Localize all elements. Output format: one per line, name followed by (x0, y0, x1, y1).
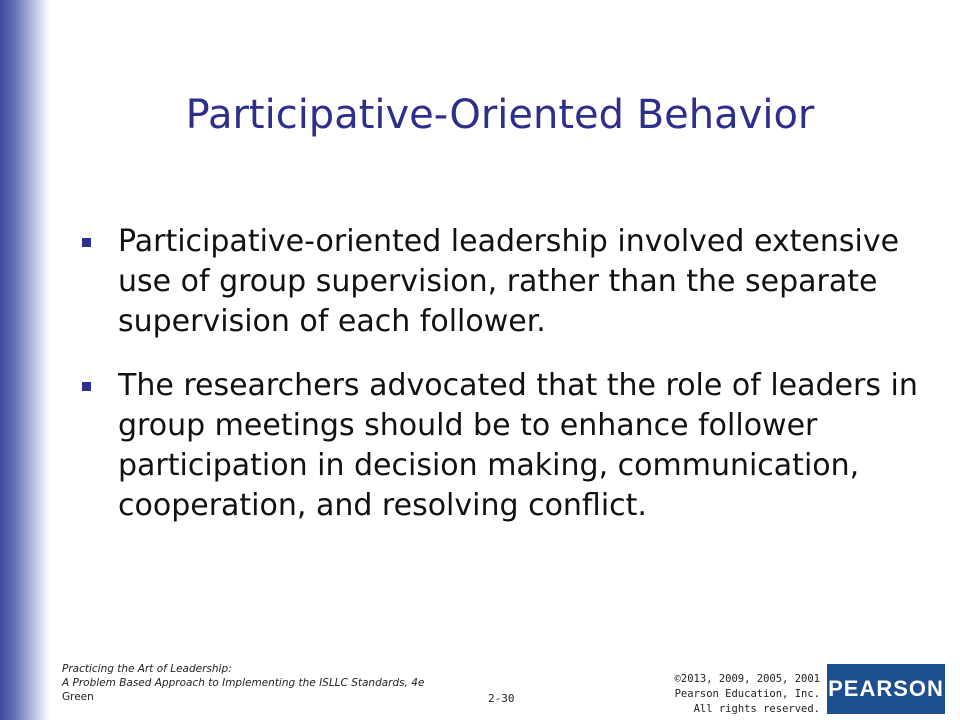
slide-page-number: 2-30 (488, 692, 515, 705)
bullet-text: The researchers advocated that the role of leaders in group meetings should be to enhance follower participation in decision making, communication, cooperation, and resolving conflict. (118, 368, 918, 523)
book-citation (62, 662, 502, 704)
copyright-line2: Pearson Education, Inc. (674, 688, 820, 700)
copyright-notice (675, 672, 820, 717)
book-title-line1: Practicing the Art of Leadership: (62, 663, 232, 675)
bullet-item (82, 366, 922, 526)
bullet-item (82, 222, 922, 342)
slide-title: Participative-Oriented Behavior (185, 92, 815, 138)
copyright-line1: ©2013, 2009, 2005, 2001 (674, 673, 820, 685)
copyright-line3: All rights reserved. (693, 703, 820, 715)
pearson-logo: PEARSON (827, 664, 945, 714)
book-title-line2: A Problem Based Approach to Implementing the ISLLC Standards, 4e (62, 677, 425, 689)
square-bullet-icon (82, 238, 91, 247)
bullet-list (82, 222, 922, 550)
bullet-text: Participative-oriented leadership involved extensive use of group supervision, rather than the separate supervision of each follower. (118, 224, 900, 339)
square-bullet-icon (82, 382, 91, 391)
book-author: Green (62, 691, 94, 703)
